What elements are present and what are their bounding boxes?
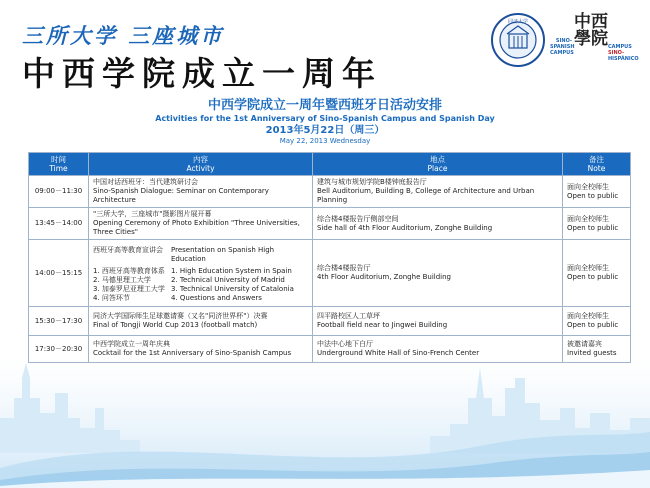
cell-note: 面向全校师生 Open to public: [563, 307, 631, 336]
table-row: [29, 176, 631, 208]
cell-place: 综合楼4楼报告厅侧部空间 Side hall of 4th Floor Auditorium, Zonghe Building: [313, 208, 563, 240]
university-seal-icon: [490, 12, 546, 68]
cell-activity: [89, 240, 313, 307]
list-item-en: 2. Technical University of Madrid: [171, 276, 285, 284]
column-header-place: 地点 Place: [313, 153, 563, 176]
list-item-cn: 2. 马德里理工大学: [93, 276, 151, 284]
logo-area: [490, 12, 640, 74]
cell-time: 15:30－17:30: [29, 307, 89, 336]
column-header-note: 备注 Note: [563, 153, 631, 176]
city-skyline-decoration: [0, 358, 650, 488]
logo-right-line: HISPÁNICO: [608, 56, 639, 62]
activity-title-en: Presentation on Spanish High Education: [171, 246, 275, 263]
logo-chinese: [574, 14, 608, 48]
cell-place: 综合楼4楼报告厅 4th Floor Auditorium, Zonghe Building: [313, 240, 563, 307]
list-item-cn: 3. 加泰罗尼亚理工大学: [93, 285, 165, 293]
heading-date-cn: 2013年5月22日（周三）: [265, 125, 385, 136]
column-header-activity: 内容 Activity: [89, 153, 313, 176]
cell-activity: "三所大学，三座城市"摄影图片展开幕 Opening Ceremony of Photo Exhibition "Three Universities, Three Cities": [89, 208, 313, 240]
heading-title-en: Activities for the 1st Anniversary of Sino-Spanish Campus and Spanish Day: [155, 114, 495, 123]
cell-activity: 中西学院成立一周年庆典 Cocktail for the 1st Anniversary of Sino-Spanish Campus: [89, 336, 313, 363]
cell-time: 09:00－11:30: [29, 176, 89, 208]
cell-activity: 同济大学国际师生足球邀请赛（又名"同济世界杯"）决赛 Final of Tongji World Cup 2013 (football match): [89, 307, 313, 336]
list-item-cn: 1. 西班牙高等教育体系: [93, 267, 165, 275]
list-item-en: 3. Technical University of Catalonia: [171, 285, 294, 293]
slogan: 三所大学 三座城市: [22, 23, 225, 48]
logo-right-line: SINO-: [608, 50, 625, 56]
logo-cn-top: 中西: [574, 12, 608, 32]
cell-note: 面向全校师生 Open to public: [563, 240, 631, 307]
table-header-row: [29, 153, 631, 176]
cell-place: 中法中心地下白厅 Underground White Hall of Sino-French Center: [313, 336, 563, 363]
list-item-en: 4. Questions and Answers: [171, 294, 262, 302]
column-header-time: 时间 Time: [29, 153, 89, 176]
logo-right-line: CAMPUS: [608, 44, 632, 50]
cell-time: 14:00－15:15: [29, 240, 89, 307]
schedule-heading: [0, 98, 650, 146]
cell-note: 面向全校师生 Open to public: [563, 208, 631, 240]
logo-english: [550, 38, 575, 56]
logo-left-line: SPANISH: [550, 44, 575, 50]
cell-place: 四平路校区人工草坪 Football field near to Jingwei Building: [313, 307, 563, 336]
table-row: [29, 208, 631, 240]
schedule-table: [28, 152, 631, 363]
main-title: 中西学院成立一周年: [22, 54, 382, 93]
logo-cn-bottom: 學院: [574, 29, 608, 49]
cell-time: 13:45－14:00: [29, 208, 89, 240]
table-row: [29, 307, 631, 336]
heading-date-en: May 22, 2013 Wednesday: [279, 137, 371, 145]
list-item-cn: 4. 问答环节: [93, 294, 130, 302]
cell-activity: 中国对话西班牙：当代建筑研讨会 Sino-Spanish Dialogue: Seminar on Contemporary Architecture: [89, 176, 313, 208]
activity-title-cn: 西班牙高等教育宣讲会: [93, 246, 163, 254]
cell-place: 建筑与城市规划学院B楼钟庭报告厅 Bell Auditorium, Building B, College of Architecture and Urban Planning: [313, 176, 563, 208]
logo-left-line: SINO-: [555, 38, 572, 44]
logo-left-line: CAMPUS: [550, 50, 574, 56]
seal-text: 同济大学: [507, 19, 529, 25]
cell-note: 面向全校师生 Open to public: [563, 176, 631, 208]
cell-time: 17:30－20:30: [29, 336, 89, 363]
table-row: [29, 240, 631, 307]
list-item-en: 1. High Education System in Spain: [171, 267, 292, 275]
cell-note: 被邀请嘉宾 Invited guests: [563, 336, 631, 363]
logo-spanish: [608, 44, 639, 62]
heading-title-cn: 中西学院成立一周年暨西班牙日活动安排: [207, 98, 442, 113]
